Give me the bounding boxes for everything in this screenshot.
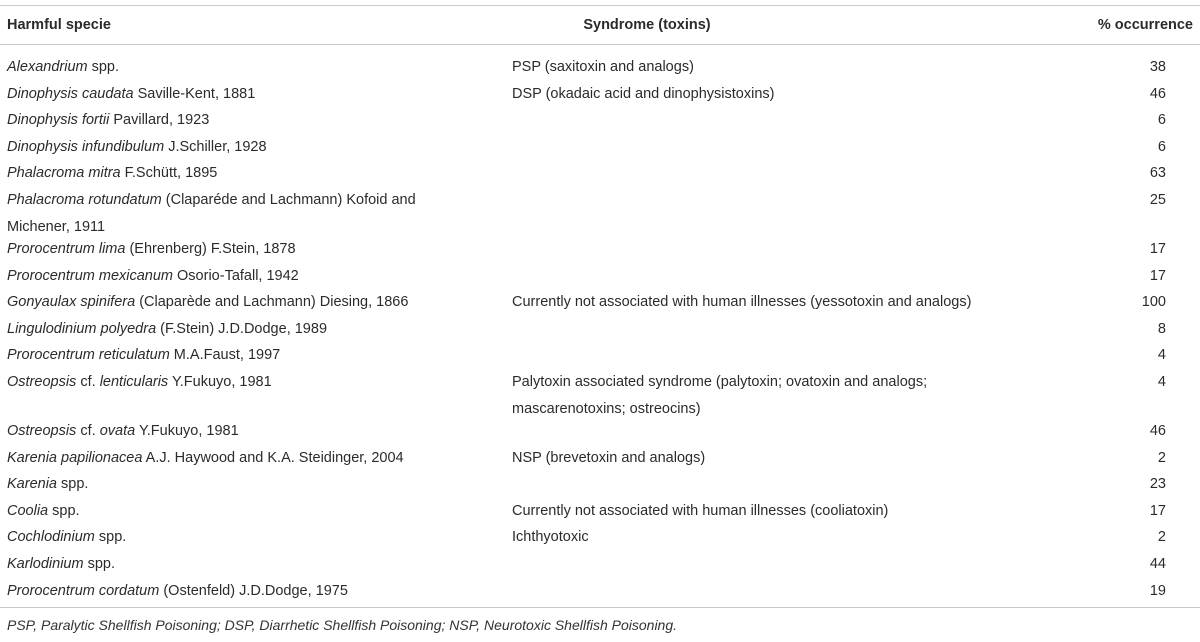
cell-syndrome: PSP (saxitoxin and analogs): [512, 59, 694, 75]
species-authority: Y.Fukuyo, 1981: [135, 423, 239, 439]
cell-syndrome: Currently not associated with human illnesses (yessotoxin and analogs): [512, 294, 972, 311]
cell-species: [7, 81, 477, 108]
species-name-italic: Karlodinium: [7, 556, 84, 572]
cell-occurrence: 63: [1149, 165, 1166, 182]
cell-species: [7, 498, 477, 525]
cell-occurrence: 46: [1149, 85, 1166, 102]
cell-species: [7, 316, 477, 343]
species-authority: F.Schütt, 1895: [120, 165, 218, 182]
species-authority: spp.: [48, 502, 80, 519]
cell-species: [7, 107, 477, 134]
species-name-italic: Lingulodinium polyedra: [7, 320, 157, 337]
header-occurrence: % occurrence: [1097, 17, 1193, 33]
species-authority: (Claparéde and Lachmann) Kofoid and Michener, 1911: [7, 192, 416, 235]
species-name-italic: Dinophysis fortii: [7, 112, 110, 129]
species-name-italic: Ostreopsis: [7, 374, 77, 390]
cell-syndrome: Palytoxin associated syndrome (palytoxin; ovatoxin and analogs; mascarenotoxins; ostreocins): [512, 374, 928, 417]
species-name-italic: Phalacroma mitra: [7, 165, 121, 182]
cell-species: [7, 418, 477, 445]
cell-syndrome: DSP (okadaic acid and dinophysistoxins): [512, 85, 775, 102]
cell-species: [7, 369, 477, 396]
species-name-italic: Prorocentrum mexicanum: [7, 267, 173, 284]
cell-occurrence: 8: [1157, 320, 1166, 337]
species-authority: cf.: [76, 423, 100, 439]
species-authority: Y.Fukuyo, 1981: [168, 374, 272, 390]
cell-species: [7, 187, 477, 240]
cell-occurrence: 2: [1157, 449, 1166, 466]
cell-syndrome: NSP (brevetoxin and analogs): [512, 449, 706, 466]
species-name-italic: Coolia: [7, 502, 49, 519]
cell-occurrence: 17: [1149, 267, 1166, 284]
header-syndrome-wrap: [0, 6, 1200, 44]
cell-occurrence: 2: [1157, 529, 1166, 546]
cell-occurrence: 44: [1149, 556, 1166, 572]
cell-species: [7, 524, 477, 551]
species-authority: A.J. Haywood and K.A. Steidinger, 2004: [142, 449, 404, 466]
species-authority: Pavillard, 1923: [109, 112, 210, 129]
cell-species: [7, 342, 477, 369]
species-authority: spp.: [94, 529, 127, 546]
species-authority: (Claparède and Lachmann) Diesing, 1866: [135, 294, 409, 311]
cell-occurrence: 100: [1141, 294, 1166, 311]
cell-species: [7, 289, 477, 316]
cell-species: [7, 578, 477, 605]
species-name-italic: Ostreopsis: [7, 423, 77, 439]
header-rule: [0, 44, 1200, 45]
cell-species: [7, 236, 477, 263]
species-name-italic: Prorocentrum reticulatum: [7, 347, 170, 364]
species-authority: cf.: [76, 374, 100, 390]
species-authority: spp.: [83, 556, 116, 572]
species-authority: spp.: [56, 476, 89, 493]
cell-species: [7, 445, 477, 472]
species-authority: (Ostenfeld) J.D.Dodge, 1975: [159, 582, 348, 599]
species-authority: M.A.Faust, 1997: [169, 347, 281, 364]
table-footnote: PSP, Paralytic Shellfish Poisoning; DSP, Diarrhetic Shellfish Poisoning; NSP, Neurotoxic Shellfish Poisoning.: [7, 617, 678, 633]
header-syndrome: Syndrome (toxins): [583, 17, 711, 33]
species-name-italic: Karenia papilionacea: [7, 449, 143, 466]
cell-occurrence: 46: [1149, 423, 1166, 439]
cell-occurrence: 25: [1149, 192, 1166, 208]
cell-syndrome: Ichthyotoxic: [512, 529, 589, 546]
species-authority: Osorio-Tafall, 1942: [173, 267, 299, 284]
species-name-italic: Phalacroma rotundatum: [7, 192, 162, 208]
cell-occurrence: 17: [1149, 502, 1166, 519]
species-name-italic: Dinophysis infundibulum: [7, 138, 165, 155]
cell-occurrence: 38: [1149, 59, 1166, 75]
species-epithet-italic: lenticularis: [99, 374, 169, 390]
cell-occurrence: 4: [1157, 347, 1166, 364]
species-name-italic: Alexandrium: [7, 59, 88, 75]
cell-occurrence: 23: [1149, 476, 1166, 493]
cell-species: [7, 54, 477, 81]
species-name-italic: Gonyaulax spinifera: [7, 294, 136, 311]
cell-species: [7, 160, 477, 187]
species-epithet-italic: ovata: [99, 423, 136, 439]
species-authority: (Ehrenberg) F.Stein, 1878: [125, 241, 296, 257]
cell-syndrome: Currently not associated with human illnesses (cooliatoxin): [512, 502, 889, 519]
species-name-italic: Cochlodinium: [7, 529, 95, 546]
species-authority: J.Schiller, 1928: [164, 138, 267, 155]
species-authority: spp.: [87, 59, 120, 75]
cell-species: [7, 134, 477, 161]
cell-occurrence: 6: [1157, 138, 1166, 155]
species-name-italic: Dinophysis caudata: [7, 85, 134, 102]
cell-species: [7, 471, 477, 498]
species-name-italic: Prorocentrum lima: [7, 241, 126, 257]
species-name-italic: Prorocentrum cordatum: [7, 582, 160, 599]
bottom-rule: [0, 607, 1200, 608]
cell-occurrence: 17: [1149, 241, 1166, 257]
cell-occurrence: 6: [1157, 112, 1166, 129]
cell-species: [7, 263, 477, 290]
cell-occurrence: 4: [1157, 374, 1166, 390]
species-authority: (F.Stein) J.D.Dodge, 1989: [156, 320, 328, 337]
cell-species: [7, 551, 477, 578]
cell-occurrence: 19: [1149, 582, 1166, 599]
header-species: Harmful specie: [7, 17, 111, 33]
species-name-italic: Karenia: [7, 476, 57, 493]
species-authority: Saville-Kent, 1881: [133, 85, 256, 102]
